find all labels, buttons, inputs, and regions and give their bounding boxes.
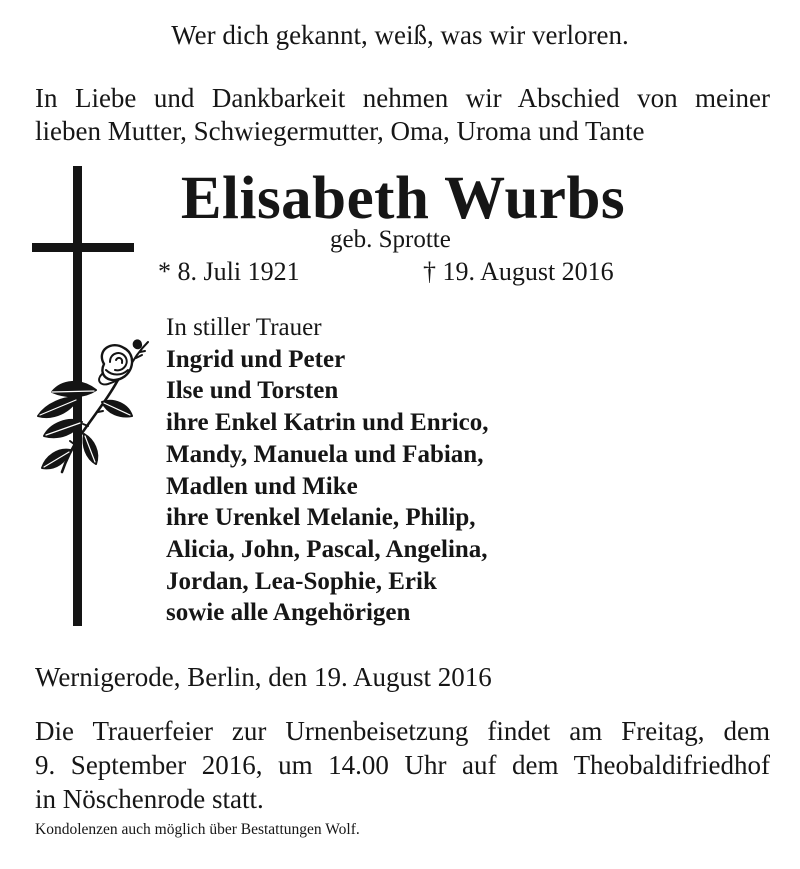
deceased-name: Elisabeth Wurbs (180, 165, 626, 232)
funeral-line-3: in Nöschenrode statt. (35, 784, 264, 814)
mourner-line: sowie alle Angehörigen (166, 599, 411, 627)
mourners-list (166, 312, 489, 629)
motto-line: Wer dich gekannt, weiß, was wir verloren. (171, 20, 629, 50)
birth-date: * 8. Juli 1921 (158, 257, 300, 286)
mourner-line: ihre Urenkel Melanie, Philip, (166, 504, 476, 532)
cross-horizontal-bar (32, 243, 134, 252)
intro-line-1: In Liebe und Dankbarkeit nehmen wir Abschied von meiner (35, 83, 770, 113)
mourner-line: ihre Enkel Katrin und Enrico, (166, 409, 489, 437)
mourner-line: Jordan, Lea-Sophie, Erik (166, 567, 437, 595)
death-date: † 19. August 2016 (423, 257, 614, 286)
maiden-name: geb. Sprotte (330, 226, 451, 253)
rose-icon (22, 336, 162, 478)
funeral-line-2: 9. September 2016, um 14.00 Uhr auf dem Theobaldifriedhof (35, 750, 770, 780)
funeral-line-1: Die Trauerfeier zur Urnenbeisetzung findet am Freitag, dem (35, 716, 770, 746)
mourners-lead: In stiller Trauer (166, 314, 322, 341)
mourner-line: Madlen und Mike (166, 472, 358, 500)
mourner-line: Alicia, John, Pascal, Angelina, (166, 535, 488, 563)
intro-text (35, 82, 770, 148)
mourner-line: Ingrid und Peter (166, 345, 346, 373)
funeral-notice (35, 714, 770, 816)
mourner-line: Ilse und Torsten (166, 377, 339, 405)
place-date: Wernigerode, Berlin, den 19. August 2016 (35, 662, 492, 692)
condolence-note: Kondolenzen auch möglich über Bestattungen Wolf. (35, 821, 360, 838)
mourner-line: Mandy, Manuela und Fabian, (166, 440, 484, 468)
intro-line-2: lieben Mutter, Schwiegermutter, Oma, Uroma und Tante (35, 116, 645, 146)
